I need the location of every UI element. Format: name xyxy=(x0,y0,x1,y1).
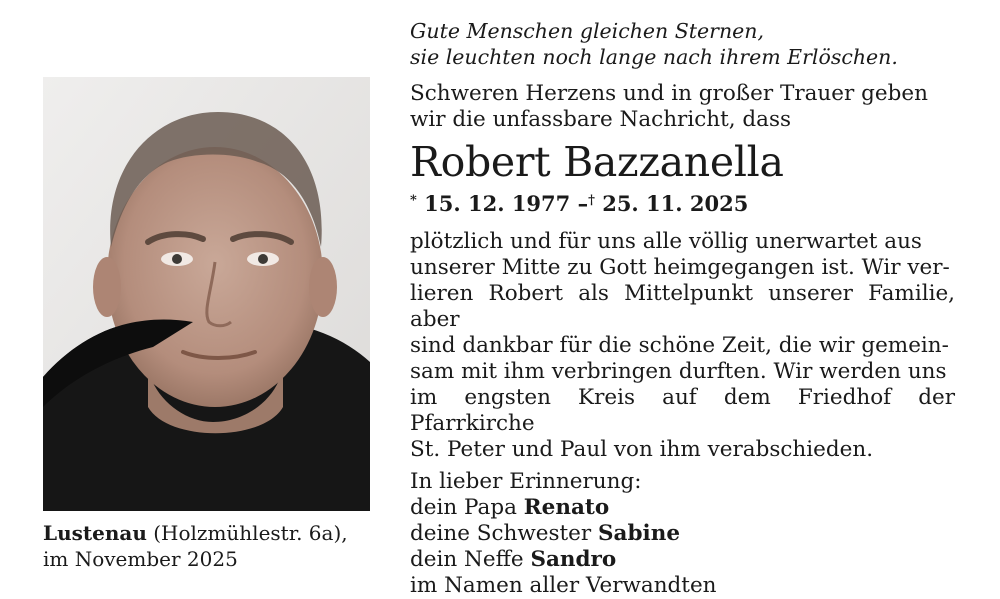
member-name: Renato xyxy=(523,495,610,520)
body-line: unserer Mitte zu Gott heimgegangen ist. Wir ver- xyxy=(410,255,950,280)
family-signature xyxy=(410,469,955,599)
portrait-illustration xyxy=(43,77,370,511)
family-member xyxy=(410,495,955,521)
body-line: lieren Robert als Mittelpunkt unserer Familie, aber xyxy=(410,281,955,332)
motto-line-1: Gute Menschen gleichen Sternen, xyxy=(410,19,765,43)
body-line: plötzlich und für uns alle völlig unerwartet aus xyxy=(410,229,922,254)
place-and-date xyxy=(43,520,388,572)
family-heading: In lieber Erinnerung: xyxy=(410,469,642,494)
life-dates xyxy=(410,188,955,217)
body-line: im engsten Kreis auf dem Friedhof der Pfarrkirche xyxy=(410,385,955,436)
intro-paragraph xyxy=(410,81,955,133)
member-relation: dein Papa xyxy=(410,495,517,520)
body-line: sam mit ihm verbringen durften. Wir werden uns xyxy=(410,359,947,384)
member-name: Sandro xyxy=(530,547,617,572)
birth-date: 15. 12. 1977 xyxy=(424,191,571,216)
family-member xyxy=(410,521,955,547)
body-line: sind dankbar für die schöne Zeit, die wir gemein- xyxy=(410,333,949,358)
motto-quote xyxy=(410,18,955,70)
obituary-text-column xyxy=(410,18,955,599)
place-address: (Holzmühlestr. 6a), xyxy=(153,521,348,545)
place-town: Lustenau xyxy=(43,521,147,545)
place-date: im November 2025 xyxy=(43,547,238,571)
family-closing: im Namen aller Verwandten xyxy=(410,573,717,598)
obituary-body xyxy=(410,229,955,463)
death-symbol: † xyxy=(588,193,595,208)
motto-line-2: sie leuchten noch lange nach ihrem Erlöschen. xyxy=(410,45,898,69)
portrait-photo xyxy=(43,77,370,511)
member-name: Sabine xyxy=(598,521,680,546)
member-relation: deine Schwester xyxy=(410,521,592,546)
family-member xyxy=(410,547,955,573)
death-date: 25. 11. 2025 xyxy=(602,191,749,216)
body-line: St. Peter und Paul von ihm verabschieden. xyxy=(410,437,874,462)
date-separator: – xyxy=(577,191,589,216)
deceased-name: Robert Bazzanella xyxy=(410,138,784,186)
birth-symbol: * xyxy=(410,193,417,208)
member-relation: dein Neffe xyxy=(410,547,524,572)
intro-line-2: wir die unfassbare Nachricht, dass xyxy=(410,107,792,132)
intro-line-1: Schweren Herzens und in großer Trauer geben xyxy=(410,81,928,106)
